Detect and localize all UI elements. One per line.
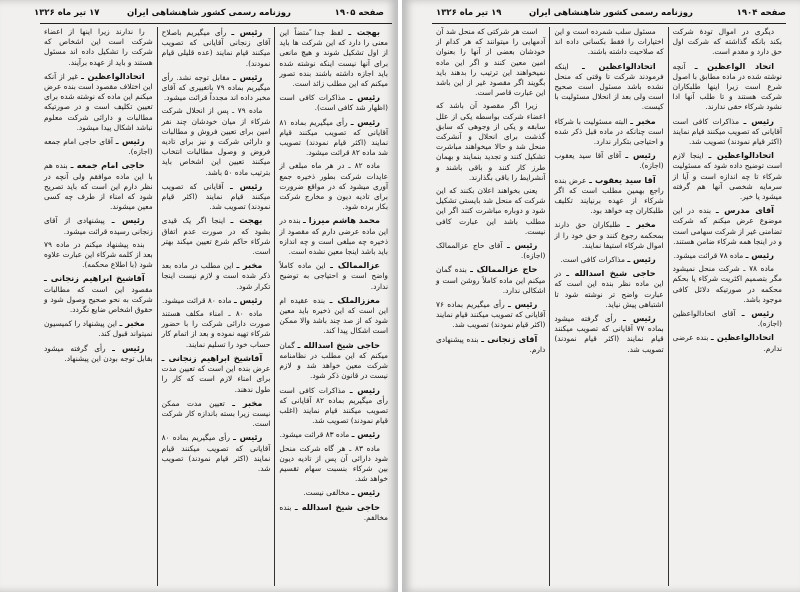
paragraph bbox=[436, 27, 545, 98]
speaker-name: رئیس ـ bbox=[115, 136, 145, 147]
issue-date: ۱۹ تیر ماه ۱۳۲۶ bbox=[436, 8, 502, 18]
text-column bbox=[40, 27, 157, 586]
speaker-name: آقای مدرس ـ bbox=[715, 205, 774, 216]
paragraph-text: مسئول سلب شمرده است و این اختیارات را فقط بکسانی داده اند که صلاحیت داشته باشند. bbox=[554, 27, 664, 57]
paragraph bbox=[279, 260, 388, 292]
paragraph bbox=[279, 295, 388, 337]
speaker-name: رئیس ـ bbox=[622, 313, 656, 324]
paragraph-text: بنده گمان میکنم این ماده کاملاً روشن است و اشکالی ندارد. bbox=[436, 265, 546, 295]
paragraph-text: مذاکرات کافی است رأی میگیریم بماده ۸۲ آقایانی که تصویب میکنند قیام نمایند (اغلب قیام نمودند) تصویب شد. bbox=[279, 385, 388, 426]
paragraph bbox=[673, 205, 782, 247]
newspaper-title: روزنامه رسمی کشور شاهنشاهی ایران bbox=[127, 8, 291, 18]
text-column bbox=[274, 27, 392, 586]
paragraph-text: ماده ۷۸ ـ شرکت منحل نمیشود مگر بتصمیم اکثریت شرکاء یا بحکم محکمه در صورتیکه دلائل کافی موجود باشد. bbox=[672, 264, 782, 304]
speaker-name: آقا سید یعقوب ـ bbox=[589, 174, 656, 185]
speaker-name: عزالممالک ـ bbox=[330, 260, 380, 271]
paragraph-text: آنچه نوشته شده در ماده مطابق با اصول شرع است زیرا اینها طلبکاران شرکت هستند و تا طلب آنها ادا نشود شرکاء حقی ندارند. bbox=[672, 61, 782, 112]
paragraph bbox=[44, 343, 153, 364]
paragraph bbox=[279, 92, 388, 113]
paragraph bbox=[673, 250, 782, 261]
paragraph-text: بنده پیشنهادی دارم. bbox=[436, 334, 546, 354]
paragraph bbox=[44, 160, 153, 212]
paragraph-text: رأی گرفته میشود بقابل توجه بودن این پیشنهاد. bbox=[43, 343, 153, 363]
paragraph bbox=[673, 27, 782, 58]
page-header bbox=[30, 6, 388, 22]
speaker-name: مخبر ـ bbox=[626, 219, 656, 230]
paragraph-text: بنده در این ماده عرضی دارم که مقصود از ذخیره چه مبلغی است و چه اندازه باید باشد اینجا معین نشده است. bbox=[279, 216, 388, 257]
paragraph bbox=[554, 254, 663, 265]
speaker-name: رئیس ـ bbox=[233, 432, 263, 443]
paragraph bbox=[162, 27, 271, 69]
paragraph-text: اینجا اگر یک قیدی بشود که در صورت عدم اتفاق شرکاء حاکم شرع تعیین میکند بهتر است. bbox=[161, 216, 271, 257]
paragraph bbox=[673, 61, 782, 113]
speaker-name: آقای زنجانی ـ bbox=[481, 333, 538, 344]
paragraph bbox=[44, 27, 153, 68]
paragraph-text: پیشنهادی از آقای زنجانی رسیده قرائت میشود. bbox=[43, 216, 153, 236]
paragraph bbox=[162, 309, 271, 350]
paragraph-text: ماده ۸۳ ـ هر گاه شرکت منحل شود دارائی آن پس از تادیه دیون بین شرکاء بنسبت سهام تقسیم خواهد شد. bbox=[279, 443, 388, 484]
speaker-name: رئیس ـ bbox=[351, 429, 380, 440]
paragraph-text: آقای اتحادالواعظین (اجازه). bbox=[672, 309, 782, 329]
paragraph-text: مقصود این است که مطالبات شرکت به نحو صحیح وصول شود و حقوق اشخاص ضایع نگردد. bbox=[43, 284, 153, 315]
speaker-name: آقاشیخ ابراهیم زنجانی ـ bbox=[161, 352, 263, 363]
text-column bbox=[668, 27, 786, 586]
paragraph bbox=[279, 117, 388, 159]
paragraph-text: بنده عقیده ام این است که این ذخیره باید معین شود که از صد چند باشد والا ممکن است اشکال پیدا کند. bbox=[279, 295, 388, 336]
paragraph bbox=[279, 215, 388, 257]
paragraph bbox=[436, 101, 545, 183]
newspaper-page-right bbox=[402, 0, 800, 592]
speaker-name: رئیس ـ bbox=[741, 308, 775, 319]
paragraph-text: بنده هم با این ماده موافقم ولی آنچه در نظر دارم این است که باید تصریح شود که امناء از طرف چه کسی معین میشوند. bbox=[43, 161, 153, 212]
speaker-name: رئیس ـ bbox=[233, 294, 263, 305]
paragraph-text: بنده مخالفم. bbox=[279, 502, 388, 522]
paragraph bbox=[279, 487, 388, 498]
paragraph-text: ماده ۸۰ ـ امناء مکلف هستند صورت دارائی شرکت را با حضور شرکاء تهیه نموده و بعد از اتمام کار حساب خود را تسلیم نمایند. bbox=[161, 309, 271, 349]
speaker-name: رئیس ـ bbox=[627, 254, 656, 265]
paragraph bbox=[279, 385, 388, 427]
paragraph bbox=[162, 72, 271, 104]
paragraph-text: رأی میگیریم باصلاح آقای زنجانی آقایانی که تصویب میکنند قیام نمایند (عده قلیلی قیام نمودند). bbox=[161, 28, 271, 68]
speaker-name: حاجی شیخ اسدالله ـ bbox=[297, 339, 380, 350]
speaker-name: رئیس ـ bbox=[743, 115, 774, 126]
paragraph-text: مذاکرات کافی است (اظهار شد کافی است). bbox=[279, 93, 388, 113]
paragraph bbox=[162, 432, 271, 474]
paragraph-text: رأی گرفته میشود بماده ۷۷ آقایانی که تصویب میکنند قیام نمایند (اکثر قیام نمودند) تصویب شد. bbox=[554, 314, 664, 354]
text-column bbox=[432, 27, 549, 586]
paragraph bbox=[554, 268, 663, 310]
speaker-name: اتحادالواعظین ـ bbox=[81, 70, 145, 81]
paragraph bbox=[162, 353, 271, 395]
speaker-name: بهجت ـ bbox=[348, 27, 380, 37]
speaker-name: مخبر ـ bbox=[232, 397, 263, 408]
paragraph-text: بنده پیشنهاد میکنم در ماده ۷۹ بعد از کلمه شرکاء این عبارت علاوه شود (با اطلاع محکمه). bbox=[43, 239, 153, 270]
speaker-name: رئیس ـ bbox=[625, 150, 656, 161]
paragraph-text: مخالفی نیست. bbox=[303, 488, 350, 498]
paragraph bbox=[554, 219, 663, 251]
paragraph bbox=[436, 264, 545, 296]
paragraph-text: یعنی بخواهند اعلان بکنند که این شرکت که منحل شد بایستی تشکیل شود و دوباره مباشرت کنند اگر این مطلب باشد این عبارت کافی نیست. bbox=[436, 186, 546, 236]
speaker-name: رئیس ـ bbox=[508, 299, 538, 310]
paragraph-text: عرض بنده راجع بهمین مطلب است که اگر شرکاء از عهده برنیایند تکلیف طلبکاران چه خواهد بود. bbox=[554, 175, 664, 216]
speaker-name: رئیس ـ bbox=[112, 342, 145, 353]
paragraph-text: لفظ جدا ًمتضاً این معنی را دارد که این شرکت ها باید از اول تشکیل شوند و هیچ مانعی برای آنها نیست اینکه نوشته شده باید اجازه داشته باشند بنده تصور میکنم که این مطلب زائد است. bbox=[279, 28, 388, 89]
paragraph-text: تعیین مدت ممکن نیست زیرا بسته باندازه کار شرکت است. bbox=[161, 398, 271, 429]
speaker-name: رئیس ـ bbox=[111, 215, 145, 226]
speaker-name: رئیس ـ bbox=[350, 116, 380, 127]
paragraph bbox=[44, 318, 153, 339]
speaker-name: محمد هاشم میرزا ـ bbox=[303, 215, 380, 226]
paragraph bbox=[162, 398, 271, 430]
paragraph bbox=[162, 106, 271, 177]
speaker-name: رئیس ـ bbox=[351, 487, 380, 498]
paragraph-text: ماده ۸۰ قرائت میشود. bbox=[162, 295, 232, 305]
text-columns bbox=[40, 27, 392, 586]
paragraph-text: آقایانی که تصویب میکنند قیام نمایند (اکثر قیام نمودند) تصویب شد. bbox=[161, 181, 271, 212]
paragraph-text: طلبکاران حق دارند بمحکمه رجوع کنند و حق خود را از اموال شرکاء استیفا نمایند. bbox=[554, 220, 664, 250]
paragraph bbox=[673, 308, 782, 329]
paragraph bbox=[436, 334, 545, 355]
paragraph bbox=[279, 429, 388, 440]
speaker-name: مخبر ـ bbox=[236, 260, 263, 271]
paragraph bbox=[44, 240, 153, 271]
paragraph bbox=[673, 264, 782, 305]
speaker-name: رئیس ـ bbox=[506, 240, 538, 251]
page-number: صفحه ۱۹۰۵ bbox=[334, 8, 384, 18]
issue-date: ۱۷ تیر ماه ۱۳۲۶ bbox=[34, 8, 100, 18]
paragraph-text: آقای حاجی امام جمعه (اجازه). bbox=[43, 137, 153, 157]
paragraph bbox=[554, 175, 663, 217]
paragraph bbox=[673, 332, 782, 353]
page-header bbox=[432, 6, 790, 22]
paragraph bbox=[162, 215, 271, 257]
speaker-name: حاجی شیخ اسدالله ـ bbox=[294, 501, 380, 512]
paragraph bbox=[279, 502, 388, 523]
paragraph-text: زیرا اگر مقصود آن باشد که اعضاء شرکت بواسطه یکی از علل سابقه و یکی از وجوهی که سابق گذشت برای انحلال و آنشرکت منحل شد و حالا میخواهند مباشرت تشکیل کنند و تجدید بنمایند و بهمان طرز کار کنند و باقی باشند و آنشرایط را باقی بگذارند. bbox=[436, 101, 546, 182]
paragraph-text: اینکه فرمودند شرکت تا وقتی که منحل نشده باشد مسئول است صحیح است ولی بعد از انحلال مسئولیت با کیست. bbox=[554, 61, 664, 112]
speaker-name: حاج عزالممالک ـ bbox=[470, 264, 538, 275]
paragraph-text: رأی میگیریم بماده ۷۶ آقایانی که تصویب میکنند قیام نمایند (اکثر قیام نمودند) تصویب شد. bbox=[436, 300, 546, 330]
paragraph bbox=[279, 340, 388, 382]
paragraph-text: بنده در این موضوع عرض میکنم که شرکت تضامنی غیر از شرکت سهامی است و در اینجا همه شرکاء ضامن هستند. bbox=[672, 206, 782, 246]
speaker-name: حاجی شیخ اسدالله ـ bbox=[566, 268, 656, 279]
paragraph-text: مقابل توجه نشد. رأی میگیریم بماده ۷۹ باتغییری که آقای مخبر داده اند مجدداً قرائت میشود. bbox=[161, 72, 271, 103]
paragraph bbox=[279, 444, 388, 485]
speaker-name: حاجی امام جمعه ـ bbox=[70, 160, 145, 171]
paragraph-text: است هر شرکتی که منحل شد آن آدمهایی را میتوانند که هر کدام از خودشان بعضی از آنها را بعنوان امین معین کنند و اگر این ماده نمیخواهند این ترتیب را بدهند باید بگویند اگر مقصود غیر از این باشد این عبارت قاصر است. bbox=[436, 27, 546, 98]
paragraph bbox=[44, 273, 153, 315]
newspaper-page-left bbox=[0, 0, 398, 592]
paragraph bbox=[436, 186, 545, 237]
page-number: صفحه ۱۹۰۴ bbox=[736, 8, 786, 18]
newspaper-title: روزنامه رسمی کشور شاهنشاهی ایران bbox=[529, 8, 693, 18]
paragraph-text: آقای آقا سید یعقوب (اجازه). bbox=[554, 151, 664, 171]
text-column bbox=[549, 27, 667, 586]
paragraph-text: در این ماده نظر بنده این است که عبارت واضح تر نوشته شود تا اشتباهی پیش نیاید. bbox=[554, 269, 664, 309]
paragraph-text: گمان میکنم که این مطلب در نظامنامه شرکت معین خواهد شد و لازم نیست در قانون ذکر شود. bbox=[279, 340, 388, 381]
paragraph-text: رأی میگیریم بماده ۸۱ آقایانی که تصویب میکنند قیام نمایند (اکثر قیام نمودند) تصویب شد ماده ۸۲ قرائت میشود. bbox=[279, 117, 388, 158]
paragraph bbox=[554, 116, 663, 148]
paragraph-text: ماده ۷۸ قرائت میشود. bbox=[673, 251, 744, 261]
paragraph bbox=[162, 260, 271, 292]
paragraph-text: مذاکرات کافی است. bbox=[560, 255, 625, 265]
speaker-name: اتحادالواعظین ـ bbox=[581, 60, 656, 71]
speaker-name: رئیس ـ bbox=[745, 250, 774, 261]
paragraph bbox=[554, 61, 663, 113]
speaker-name: رئیس ـ bbox=[230, 180, 263, 191]
paragraph-text: این مطلب در ماده بعد ذکر شده است و لازم نیست اینجا تکرار شود. bbox=[161, 261, 271, 291]
paragraph-text: آقای حاج عزالممالک (اجازه). bbox=[436, 241, 546, 261]
paragraph-text: مذاکرات کافی است آقایانی که تصویب میکنند قیام نمایند (اکثر قیام نمودند) تصویب شد. bbox=[672, 116, 782, 147]
paragraph-text: این ماده کاملاً واضح است و احتیاجی به توضیح ندارد. bbox=[279, 261, 388, 291]
paragraph-text: رأی میگیریم بماده ۸۰ آقایانی که تصویب میکنند قیام نمایند (اکثر قیام نمودند) تصویب شد. bbox=[161, 433, 271, 473]
speaker-name: معززالملک ـ bbox=[329, 294, 380, 305]
paragraph bbox=[279, 161, 388, 212]
text-columns bbox=[432, 27, 786, 586]
paragraph bbox=[162, 295, 271, 306]
speaker-name: رئیس ـ bbox=[349, 92, 380, 103]
paragraph-text: بنده عرضی ندارم. bbox=[672, 333, 782, 353]
paragraph bbox=[436, 240, 545, 261]
paragraph bbox=[554, 150, 663, 171]
speaker-name: اتحادالواعظین ـ bbox=[708, 150, 774, 161]
paragraph bbox=[162, 181, 271, 213]
paragraph-text: ماده ۸۳ قرائت میشود. bbox=[279, 430, 350, 440]
paragraph-text: ماده ۷۹ ـ پس از انحلال شرکت شرکاء از میان خودشان چند نفر امین برای تعیین فروش و مطالبات و دارائی شرکت و نیز برای تادیه فروض و وصول مطالبات انتخاب میکنند تعیین این اشخاص باید بترتیب ماده ۵۰ باشد. bbox=[161, 106, 271, 177]
paragraph-text: البته مسئولیت با شرکاء است چنانکه در ماده قبل ذکر شده و احتیاجی بتکرار ندارد. bbox=[554, 116, 664, 147]
speaker-name: مخبر ـ bbox=[119, 318, 145, 329]
paragraph bbox=[554, 313, 663, 355]
paragraph-text: این پیشنهاد را کمیسیون نمیتواند قبول کند. bbox=[43, 319, 153, 339]
paragraph bbox=[44, 71, 153, 133]
text-column bbox=[157, 27, 275, 586]
paragraph bbox=[44, 136, 153, 157]
paragraph-text: ماده ۸۲ ـ در هر ماه مبلغی از عایدات شرکت بطور ذخیره جمع آوری میشود که در مواقع ضرورت برای تادیه دیون و مخارج شرکت بکار برده شود. bbox=[279, 161, 388, 212]
speaker-name: بهجت ـ bbox=[230, 215, 263, 226]
paragraph bbox=[279, 27, 388, 89]
speaker-name: مخبر ـ bbox=[630, 115, 656, 126]
speaker-name: رئیس ـ bbox=[349, 384, 380, 395]
paragraph-text: اینجا لازم است توضیح داده شود که مسئولیت شرکاء تا چه اندازه است و آیا از سرمایه شخصی آنها هم گرفته میشود یا خیر. bbox=[672, 151, 782, 202]
speaker-name: رئیس ـ bbox=[233, 71, 263, 82]
speaker-name: رئیس ـ bbox=[231, 27, 263, 37]
paragraph-text: دیگری در اموال تودهٔ شرکت بکند بانکه گذاشته که شرکت اول حق دارد و مقدم است. bbox=[672, 27, 782, 57]
paragraph-text: غیر از آنکه این اختلاف مقصود است بنده عرض میکنم این ماده که نوشته شده برای تعیین تکلیف است و در صورتیکه مطالبات و دارائی شرکت معلوم نباشد اشکال پیدا میشود. bbox=[43, 71, 153, 132]
paragraph bbox=[44, 215, 153, 236]
paragraph-text: عرض بنده این است که تعیین مدت برای امناء لازم است که کار را طول ندهند. bbox=[161, 364, 271, 394]
header-rule bbox=[432, 23, 786, 24]
paragraph bbox=[673, 150, 782, 202]
paragraph-text: را ندارند زیرا اینها از اعضاء شرکت است این اشخاص که شرکت را تشکیل داده اند مسئول هستند و باید از عهده برآیند. bbox=[43, 27, 153, 67]
speaker-name: اتحادالواعظین ـ bbox=[710, 332, 774, 343]
paragraph bbox=[436, 299, 545, 331]
header-rule bbox=[40, 23, 392, 24]
paragraph bbox=[673, 116, 782, 148]
paragraph bbox=[554, 27, 663, 58]
speaker-name: آقاشیخ ابراهیم زنجانی ـ bbox=[43, 273, 145, 284]
speaker-name: اتحاد الواعظین ـ bbox=[694, 60, 775, 71]
